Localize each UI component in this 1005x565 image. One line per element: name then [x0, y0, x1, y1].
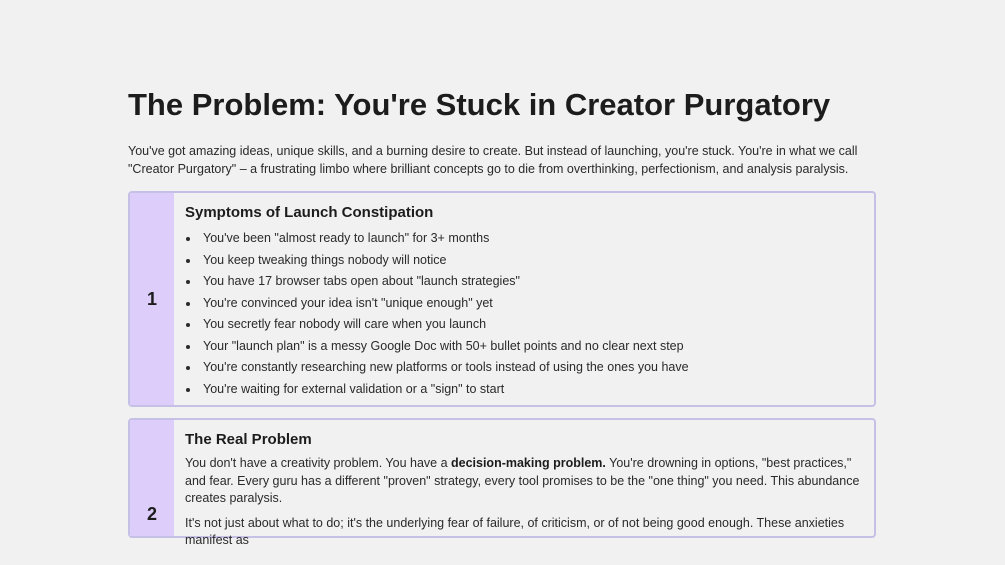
list-item: You've been "almost ready to launch" for 3+ months: [185, 228, 864, 250]
section-body: [174, 193, 874, 405]
list-item: You're constantly researching new platforms or tools instead of using the ones you have: [185, 357, 864, 379]
list-item: Your "launch plan" is a messy Google Doc with 50+ bullet points and no clear next step: [185, 336, 864, 358]
section-heading: The Real Problem: [185, 431, 312, 448]
document-page: [128, 0, 878, 547]
section-number: 2: [130, 420, 174, 536]
list-item: You're waiting for external validation or a "sign" to start: [185, 379, 864, 401]
intro-paragraph: You've got amazing ideas, unique skills, and a burning desire to create. But instead of launching, you're stuck. You're in what we call "Creator Purgatory" – a frustrating limbo where brilliant concepts go to die from overthinking, perfectionism, and analysis paralysis.: [128, 144, 858, 176]
section-heading: Symptoms of Launch Constipation: [185, 204, 434, 221]
paragraph-text: You don't have a creativity problem. You have a: [185, 456, 451, 470]
section-body: [174, 420, 874, 547]
list-item: You keep tweaking things nobody will notice: [185, 250, 864, 272]
list-item: You have 17 browser tabs open about "launch strategies": [185, 271, 864, 293]
symptoms-list: [185, 228, 864, 400]
emphasis-text: decision-making problem.: [451, 456, 606, 470]
section-card-real-problem: [128, 418, 876, 547]
section-paragraph: It's not just about what to do; it's the underlying fear of failure, of criticism, or of not being good enough. These anxieties manifest as: [185, 515, 845, 547]
paragraph-text: You're drowning in options, "best practices," and fear. Every guru has a different "proven" strategy, every tool promises to be the "one thing" you need. This abundance creates paralysis.: [185, 456, 860, 505]
section-paragraph: [185, 455, 864, 508]
list-item: You're convinced your idea isn't "unique enough" yet: [185, 293, 864, 315]
section-number: 1: [130, 193, 174, 405]
section-card-symptoms: [128, 191, 876, 407]
list-item: You secretly fear nobody will care when you launch: [185, 314, 864, 336]
page-title: The Problem: You're Stuck in Creator Purgatory: [128, 87, 831, 122]
